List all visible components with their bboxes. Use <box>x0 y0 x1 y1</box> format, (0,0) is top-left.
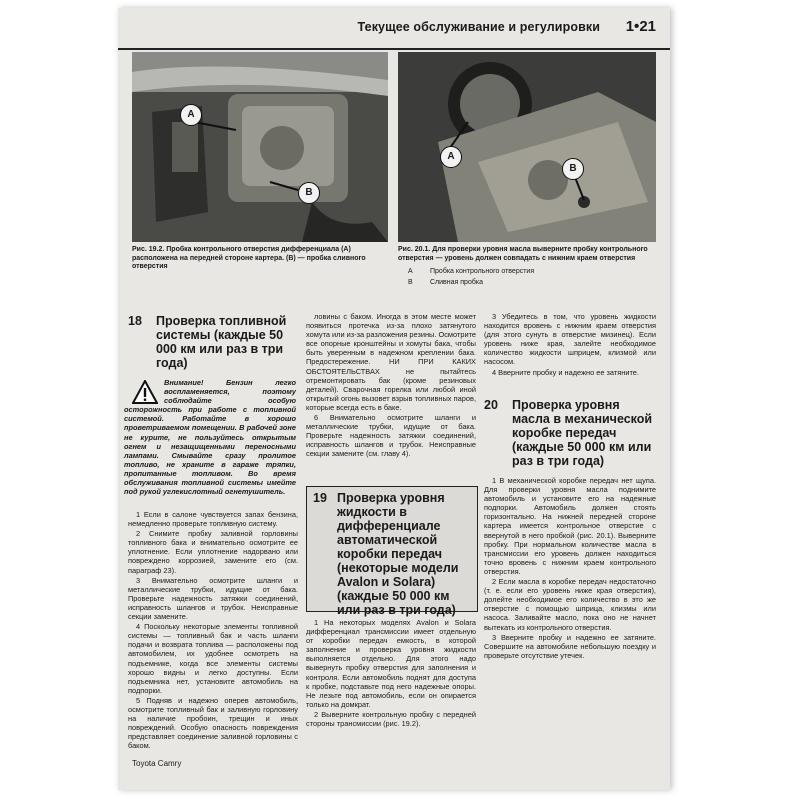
section-18-body <box>128 510 298 751</box>
section-number: 18 <box>128 314 142 328</box>
marker-b: B <box>298 182 320 204</box>
section-title: Проверка уровня жидкости в дифференциале автоматической коробки передач (некоторые модели Avalon и Solara) (каждые 50 000 км или раз в три года) <box>337 491 459 617</box>
paragraph: 5 Подняв и надежно оперев автомобиль, осмотрите топливный бак и заливную горловину на наличие пробоин, трещин и иных повреждений. Особую опасность повреждения представляет соединение заливной горловины с баком. <box>128 695 298 751</box>
legend-row <box>408 277 648 288</box>
paragraph: 1 На некоторых моделях Avalon и Solara дифференциал трансмиссии имеет отдельную от коробки передач емкость, в которой заполнение и проверка уровня жидкости выполняется отдельно. Для этого надо вывернуть пробку отверстия для заполнения и контроля. Если автомобиль поднят для доступа к пробке, подставьте под него надежные опоры. Не лезьте под автомобиль, если он опирается только на домкрат. <box>306 618 476 709</box>
section-19-heading <box>306 486 478 617</box>
marker-a: A <box>180 104 202 126</box>
right-column-text <box>484 312 656 378</box>
figure-19-2-caption: Рис. 19.2. Пробка контрольного отверстия дифференциала (А) расположена на передней стороне картера. (В) — пробка сливного отверстия <box>132 246 366 270</box>
legend-row <box>408 266 648 277</box>
section-18-heading <box>128 314 298 376</box>
figure-20-1-photo <box>398 52 656 242</box>
paragraph: 1 В механической коробке передач нет щупа. Для проверки уровня масла поднимите автомобиль и установите его на надежные подпорки. Автомобиль должен стоять горизонтально. На нижней передней стороне картера имеется контрольное отверстие с ввернутой в него пробкой (рис. 20.1). Выверните пробку. При нормальном количестве масла в трансмиссии его уровень должен находиться точно вровень с нижним краем контрольного отверстия. <box>484 476 656 576</box>
legend-key: A <box>408 268 413 275</box>
header-rule <box>118 48 670 50</box>
paragraph: 1 Если в салоне чувствуется запах бензина, немедленно проверьте топливную систему. <box>128 510 298 529</box>
middle-column-text <box>306 312 476 460</box>
warning-text: Внимание! Бензин легко воспламеняется, поэтому соблюдайте особую осторожность при работе с топливной системой. Работайте в хорошо проветриваемом помещении. В рабочей зоне не курите, не пользуйтесь открытым огнем и незащищенными переносными лампами. Смывайте сразу пролитое топливо, не храните в гараже тряпки, пропитанные топливом. Во время обслуживания топливной системы имейте под рукой углекислотный огнетушитель. <box>124 378 296 497</box>
paragraph: 2 Выверните контрольную пробку с передней стороны трансмиссии (рис. 19.2). <box>306 709 476 729</box>
page-number: 1•21 <box>625 18 656 35</box>
marker-b: B <box>562 158 584 180</box>
paragraph: 3 Вверните пробку и надежно ее затяните. Совершите на автомобиле небольшую поездку и проверьте отсутствие утечек. <box>484 632 656 660</box>
paragraph: 2 Снимите пробку заливной горловины топливного бака и внимательно осмотрите ее уплотнение. Если уплотнение надорвано или повреждено коррозией, замените его (см. параграф 23). <box>128 529 298 575</box>
paragraph: 4 Вверните пробку и надежно ее затяните. <box>492 367 639 377</box>
paragraph: 2 Если масла в коробке передач недостаточно (т. е. если его уровень ниже края отверстия), долейте необходимое его количество в это же отверстие с помощью шприца, клизмы или насоса. Заливайте масло, пока оно не начнет вытекать из контрольного отверстия. <box>484 577 656 632</box>
legend-text: Сливная пробка <box>430 279 483 286</box>
figure-19-2-photo <box>132 52 388 242</box>
marker-a: A <box>440 146 462 168</box>
paragraph: 3 Убедитесь в том, что уровень жидкости находится вровень с нижним краем отверстия (для этого сунуть в отверстие мизинец). Если уровень ниже края, залейте необходимое количество жидкости шприцем, клизмой или насосом. <box>484 312 656 367</box>
section-number: 19 <box>313 491 327 505</box>
fuel-warning <box>124 378 296 496</box>
section-20-body <box>484 476 656 661</box>
paragraph: 6 Внимательно осмотрите шланги и металлические трубки, идущие от бака. Проверьте надежность затяжки соединений, исправность шлангов и трубок. Неисправные секции замените (см. главу 4). <box>306 413 476 459</box>
warning-triangle-icon <box>132 380 158 404</box>
section-number: 20 <box>484 398 498 412</box>
figure-20-1-legend <box>408 266 648 288</box>
page-footer: Toyota Camry <box>132 759 182 768</box>
paragraph: 3 Внимательно осмотрите шланги и металлические трубки, идущие от бака. Проверьте надежность затяжки соединений, исправность шлангов и трубок. Неисправные секции замените. <box>128 575 298 622</box>
figure-20-1-caption: Рис. 20.1. Для проверки уровня масла выверните пробку контрольного отверстия — уровень должен совпадать с нижним краем отверстия <box>398 246 648 262</box>
section-20-heading <box>484 398 656 474</box>
section-title: Проверка топливной системы (каждые 50 000 км или раз в три года) <box>156 314 287 370</box>
legend-key: B <box>408 279 413 286</box>
engine-photo-illustration <box>132 52 388 242</box>
legend-text: Пробка контрольного отверстия <box>430 268 535 275</box>
paragraph: ловины с баком. Иногда в этом месте может появиться протечка из-за плохо затянутого хомута или из-за разложения резины. Осмотрите все опорные кронштейны и хомуты бака, чтобы быть уверенным в надежном креплении бака. Предостережение. НИ ПРИ КАКИХ ОБСТОЯТЕЛЬСТВАХ не пытайтесь отремонтировать бак (кроме резиновых деталей). Сварочная горелка или любой иной открытый огонь вызовет взрыв топливных паров, которые всегда есть в баке. <box>306 312 476 412</box>
gearbox-photo-illustration <box>398 52 656 242</box>
header-title: Текущее обслуживание и регулировки <box>357 20 600 34</box>
page-header <box>118 20 670 42</box>
paragraph: 4 Поскольку некоторые элементы топливной системы — топливный бак и часть шланги подачи и возврата топлива — расположены под автомобилем, их удобнее осмотреть на подъемнике, когда все элементы системы хорошо видны и легко доступны. Если подъемника нет, установите автомобиль на подпорки. <box>128 622 298 695</box>
section-19-body <box>306 618 476 729</box>
section-title: Проверка уровня масла в механической коробке передач (каждые 50 000 км или раз в три года) <box>512 398 653 468</box>
manual-page <box>118 8 670 790</box>
